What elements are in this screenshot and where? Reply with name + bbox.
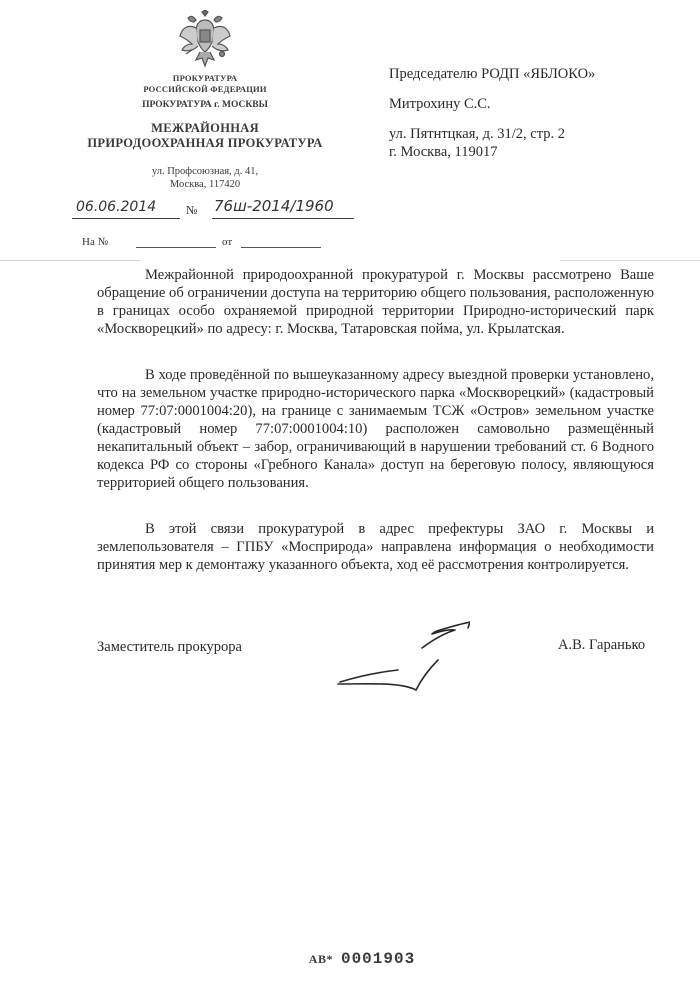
body-paragraph-1 [97, 266, 654, 338]
paragraph-text: В ходе проведённой по вышеуказанному адресу выездной проверки установлено, что на земельном участке природно-исторического парка «Москворецкий» (кадастровый номер 77:07:0001004:20), на границе с занимаемым ТСЖ «Остров» земельном участке (кадастровый номер 77:07:0001004:10) расположен самовольно размещённый некапитальный объект – забор, ограничивающий в нарушении требований ст. 6 Водного кодекса РФ со стороны «Гребного Канала» доступ на береговую полосу, являющуюся территорией общего пользования. [97, 367, 654, 491]
outgoing-number: 76ш-2014/1960 [214, 197, 334, 215]
signer-name: А.В. Гаранько [558, 637, 646, 653]
signer-title: Заместитель прокурора [97, 639, 242, 655]
org-name-line-2: РОССИЙСКОЙ ФЕДЕРАЦИИ [143, 84, 267, 94]
reply-from-label: от [222, 236, 233, 248]
org-name-line-3: ПРОКУРАТУРА г. МОСКВЫ [142, 100, 268, 110]
recipient-street: ул. Пятнтцкая, д. 31/2, стр. 2 [389, 126, 565, 142]
paragraph-text: Межрайонной природоохранной прокуратурой г. Москвы рассмотрено Ваше обращение об ограничении доступа на территорию общего пользования, расположенную в границах особо охраняемой природной территории Природно-исторический парк «Москворецкий» по адресу: г. Москва, Татаровская пойма, ул. Крылатская. [97, 267, 654, 337]
department-line-2: ПРИРОДООХРАННАЯ ПРОКУРАТУРА [87, 136, 323, 150]
outgoing-date: 06.06.2014 [76, 199, 157, 215]
date-underline [72, 218, 180, 219]
reply-to-number-blank [136, 247, 216, 248]
number-underline [212, 218, 354, 219]
serial-number: 0001903 [340, 950, 416, 968]
scan-artifact-line [560, 260, 700, 261]
reply-to-label: На № [82, 236, 109, 248]
sender-address-line-1: ул. Профсоюзная, д. 41, [151, 166, 259, 177]
coat-of-arms-icon [178, 10, 232, 68]
org-name-line-1: ПРОКУРАТУРА [172, 73, 238, 83]
paragraph-text: В этой связи прокуратурой в адрес префектуры ЗАО г. Москвы и землепользователя – ГПБУ «Мосприрода» направлена информация о необходимости принятия мер к демонтажу указанного объекта, ход её рассмотрения контролируется. [97, 521, 654, 573]
recipient-name: Митрохину С.С. [389, 96, 491, 112]
number-sign-label: № [186, 203, 198, 217]
scan-artifact-line [0, 260, 140, 261]
sender-address-line-2: Москва, 117420 [169, 179, 241, 190]
form-serial-number [262, 950, 462, 968]
body-paragraph-3 [97, 520, 654, 574]
reply-date-blank [241, 247, 321, 248]
handwritten-signature [330, 612, 470, 692]
recipient-city: г. Москва, 119017 [389, 144, 498, 160]
serial-prefix: АВ* [308, 952, 333, 966]
recipient-position: Председателю РОДП «ЯБЛОКО» [389, 66, 596, 82]
department-line-1: МЕЖРАЙОННАЯ [151, 121, 259, 135]
body-paragraph-2 [97, 366, 654, 492]
